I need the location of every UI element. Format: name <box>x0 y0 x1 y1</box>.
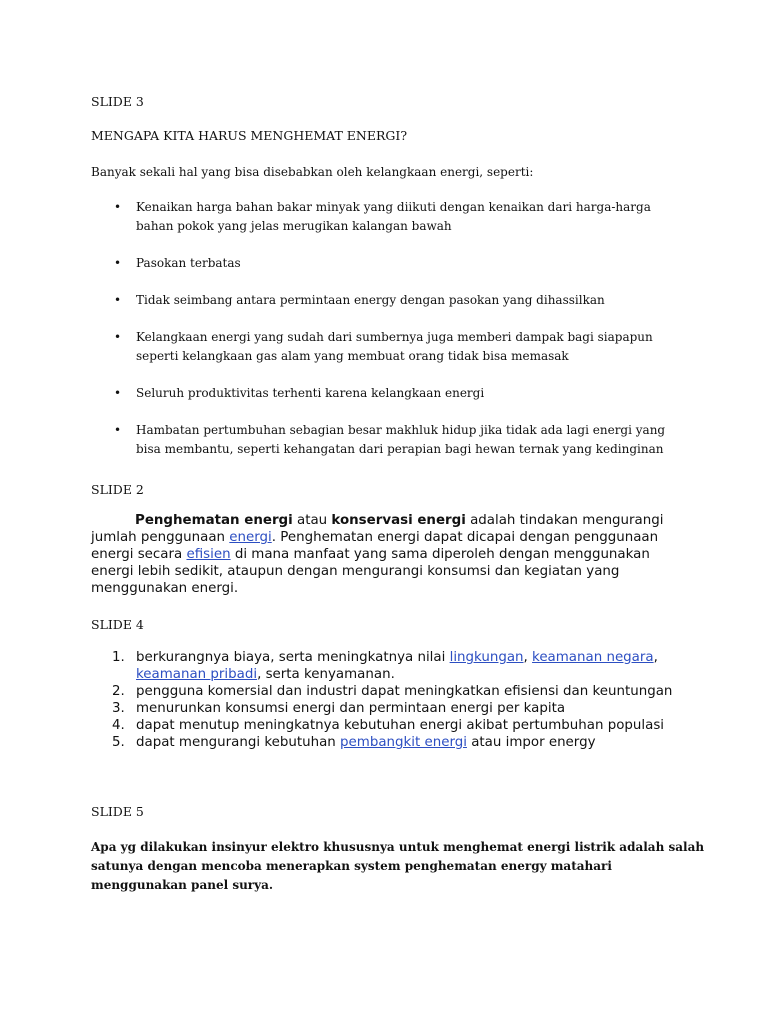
bullet-icon: • <box>114 200 122 214</box>
slide5-paragraph: Apa yg dilakukan insinyur elektro khususnya untuk menghemat energi listrik adalah salah satunya dengan mencoba menerapkan system penghematan energy matahari menggunakan panel surya. <box>91 840 705 892</box>
slide3-heading: SLIDE 3 <box>91 94 144 109</box>
link-keamanan-negara[interactable]: keamanan negara <box>532 650 654 665</box>
link-pembangkit-energi[interactable]: pembangkit energi <box>340 735 467 750</box>
slide4-heading: SLIDE 4 <box>91 617 144 632</box>
list-item: 2. pengguna komersial dan industri dapat meningkatkan efisiensi dan keuntungan <box>112 684 673 699</box>
bullet-icon: • <box>114 293 122 307</box>
slide3-question: MENGAPA KITA HARUS MENGHEMAT ENERGI? <box>91 128 408 143</box>
slide4-numbered-list <box>91 649 681 751</box>
link-keamanan-pribadi[interactable]: keamanan pribadi <box>136 667 258 682</box>
link-lingkungan[interactable]: lingkungan <box>449 650 524 665</box>
term-konservasi: konservasi energi <box>331 513 466 528</box>
link-energi[interactable]: energi <box>229 530 272 545</box>
bullet-icon: • <box>114 386 122 400</box>
slide5-heading: SLIDE 5 <box>91 804 144 819</box>
slide2-heading: SLIDE 2 <box>91 482 144 497</box>
link-efisien[interactable]: efisien <box>186 547 231 562</box>
list-item: 5. dapat mengurangi kebutuhan pembangkit energi atau impor energy <box>112 735 596 750</box>
bullet-icon: • <box>114 330 122 344</box>
list-item: • Tidak seimbang antara permintaan energy dengan pasokan yang dihassilkan <box>91 291 671 310</box>
list-item: • Hambatan pertumbuhan sebagian besar makhluk hidup jika tidak ada lagi energi yang bisa membantu, seperti kehangatan dari perapian bagi hewan ternak yang kedinginan <box>114 423 666 456</box>
slide3-intro: Banyak sekali hal yang bisa disebabkan oleh kelangkaan energi, seperti: <box>91 165 534 179</box>
bullet-icon: • <box>114 423 122 437</box>
list-item: • Kelangkaan energi yang sudah dari sumbernya juga memberi dampak bagi siapapun seperti kelangkaan gas alam yang membuat orang tidak bisa memasak <box>114 330 653 363</box>
list-item: • Kenaikan harga bahan bakar minyak yang diikuti dengan kenaikan dari harga-harga bahan pokok yang jelas merugikan kalangan bawah <box>114 200 651 233</box>
slide3-bullet-list <box>91 198 671 477</box>
list-item: • Seluruh produktivitas terhenti karena kelangkaan energi <box>91 384 671 403</box>
slide2-paragraph: Penghematan energi atau konservasi energi adalah tindakan mengurangi jumlah penggunaan energi. Penghematan energi dapat dicapai dengan penggunaan energi secara efisien di mana manfaat yang sama diperoleh dengan menggunakan energi lebih sedikit, ataupun dengan mengurangi konsumsi dan kegiatan yang menggunakan energi. <box>91 513 664 596</box>
list-item: • Pasokan terbatas <box>91 254 671 273</box>
list-item: 1. berkurangnya biaya, serta meningkatnya nilai lingkungan, keamanan negara, keamanan pribadi, serta kenyamanan. <box>112 650 658 682</box>
list-item: 4. dapat menutup meningkatnya kebutuhan energi akibat pertumbuhan populasi <box>112 718 665 733</box>
bullet-icon: • <box>114 256 122 270</box>
term-penghematan: Penghematan energi <box>135 513 293 528</box>
list-item: 3. menurunkan konsumsi energi dan permintaan energi per kapita <box>112 701 566 716</box>
